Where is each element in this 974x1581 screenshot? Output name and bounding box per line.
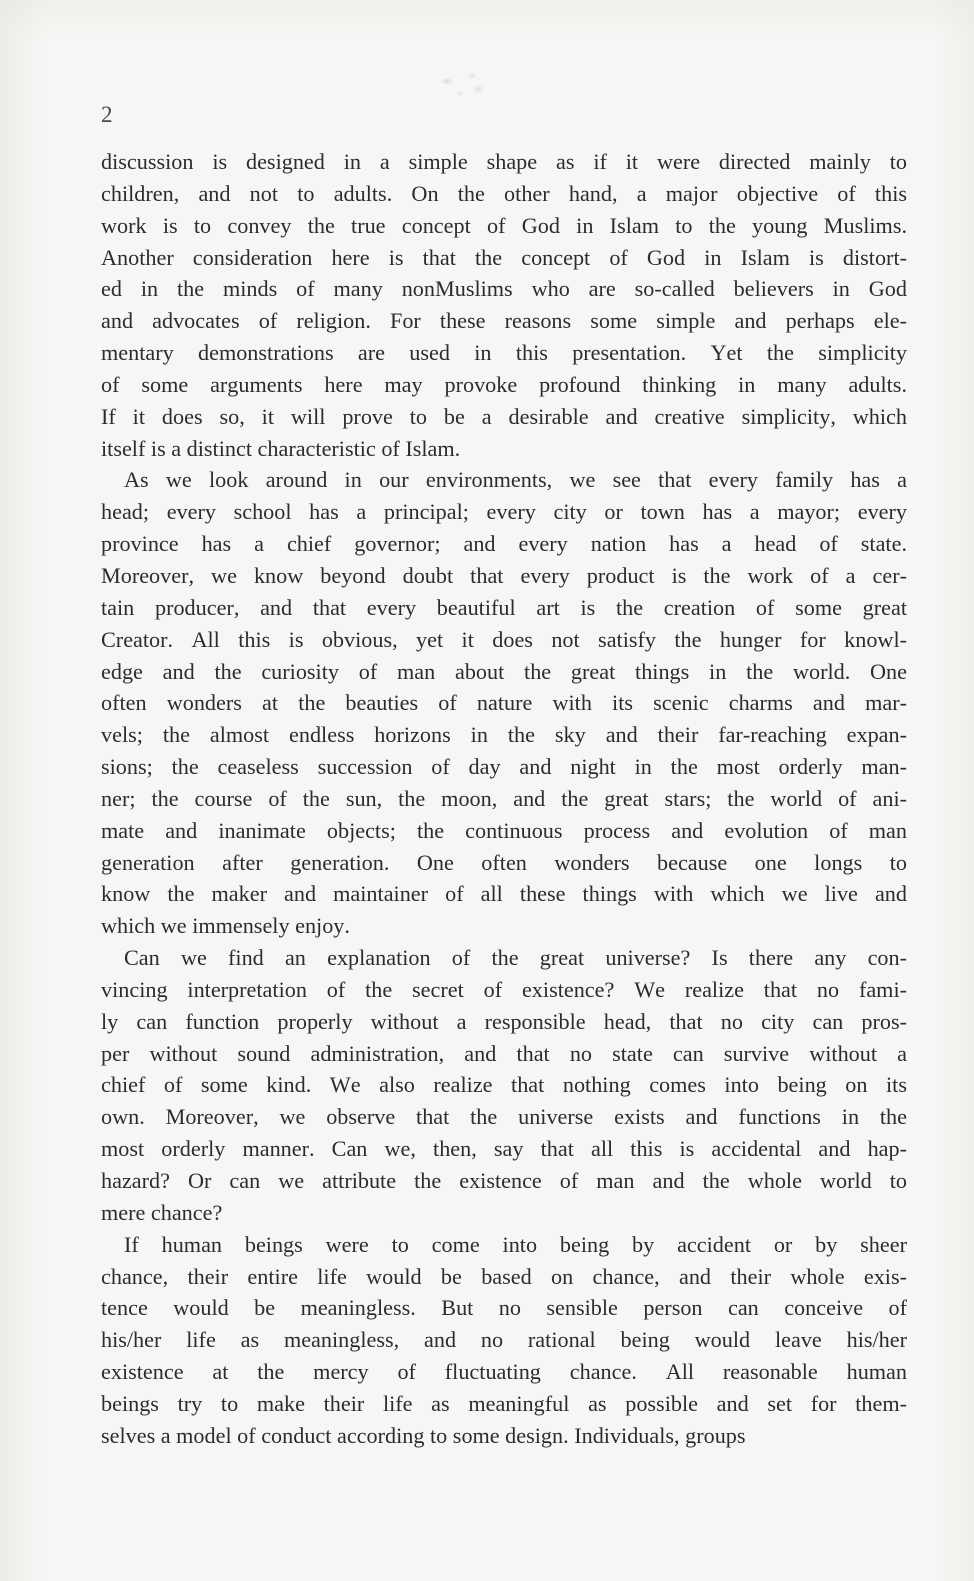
text-line: work is to convey the true concept of God in Islam to the young Muslims.: [101, 212, 907, 238]
text-line: per without sound administration, and that no state can survive without a: [101, 1040, 907, 1066]
text-line: Creator. All this is obvious, yet it does not satisfy the hunger for knowl-: [101, 626, 907, 652]
text-line: selves a model of conduct according to some design. Individuals, groups: [101, 1422, 746, 1448]
text-line: vels; the almost endless horizons in the sky and their far-reaching expan-: [101, 722, 907, 748]
text-line: often wonders at the beauties of nature with its scenic charms and mar-: [101, 690, 907, 716]
text-line: itself is a distinct characteristic of Islam.: [101, 435, 461, 461]
text-line: most orderly manner. Can we, then, say that all this is accidental and hap-: [101, 1136, 907, 1162]
paragraph: [101, 146, 907, 464]
text-line: Another consideration here is that the concept of God in Islam is distort-: [101, 244, 907, 270]
text-line: head; every school has a principal; every city or town has a mayor; every: [101, 499, 907, 525]
page-number: 2: [101, 102, 113, 127]
paragraph: [101, 464, 907, 942]
text-line: If human beings were to come into being by accident or by sheer: [124, 1231, 907, 1257]
text-line: Moreover, we know beyond doubt that every product is the work of a cer-: [101, 562, 907, 588]
text-line: existence at the mercy of fluctuating chance. All reasonable human: [101, 1359, 907, 1385]
text-line: chief of some kind. We also realize that nothing comes into being on its: [101, 1072, 907, 1098]
text-line: Can we find an explanation of the great universe? Is there any con-: [124, 945, 907, 971]
text-line: beings try to make their life as meaningful as possible and set for them-: [101, 1390, 907, 1416]
text-line: tain producer, and that every beautiful art is the creation of some great: [101, 594, 907, 620]
text-line: As we look around in our environments, we see that every family has a: [124, 467, 907, 493]
text-line: chance, their entire life would be based on chance, and their whole exis-: [101, 1263, 907, 1289]
paragraph: [101, 942, 907, 1229]
paragraph: [101, 1229, 907, 1452]
text-line: sions; the ceaseless succession of day and night in the most orderly man-: [101, 754, 907, 780]
text-line: and advocates of religion. For these reasons some simple and perhaps ele-: [101, 308, 907, 334]
text-line: mentary demonstrations are used in this presentation. Yet the simplicity: [101, 340, 907, 366]
body-text-block: [101, 146, 907, 1452]
text-line: which we immensely enjoy.: [101, 913, 350, 939]
text-line: vincing interpretation of the secret of existence? We realize that no fami-: [101, 976, 907, 1002]
text-line: province has a chief governor; and every nation has a head of state.: [101, 531, 907, 557]
text-line: his/her life as meaningless, and no rational being would leave his/her: [101, 1327, 907, 1353]
text-line: discussion is designed in a simple shape as if it were directed mainly to: [101, 149, 907, 174]
text-line: ed in the minds of many nonMuslims who are so-called believers in God: [101, 276, 907, 302]
text-line: know the maker and maintainer of all these things with which we live and: [101, 881, 907, 907]
text-line: tence would be meaningless. But no sensible person can conceive of: [101, 1295, 907, 1321]
text-line: own. Moreover, we observe that the universe exists and functions in the: [101, 1104, 907, 1130]
text-line: of some arguments here may provoke profound thinking in many adults.: [101, 371, 907, 397]
text-line: mere chance?: [101, 1199, 223, 1225]
text-line: ly can function properly without a responsible head, that no city can pros-: [101, 1008, 907, 1034]
text-line: generation after generation. One often wonders because one longs to: [101, 849, 907, 875]
text-line: mate and inanimate objects; the continuous process and evolution of man: [101, 817, 907, 843]
text-line: children, and not to adults. On the other hand, a major objective of this: [101, 180, 907, 206]
scan-artifact-smudge: [430, 66, 508, 100]
text-line: If it does so, it will prove to be a desirable and creative simplicity, which: [101, 403, 907, 429]
text-line: ner; the course of the sun, the moon, and the great stars; the world of ani-: [101, 785, 907, 811]
text-line: hazard? Or can we attribute the existence of man and the whole world to: [101, 1168, 907, 1193]
text-line: edge and the curiosity of man about the great things in the world. One: [101, 658, 907, 684]
